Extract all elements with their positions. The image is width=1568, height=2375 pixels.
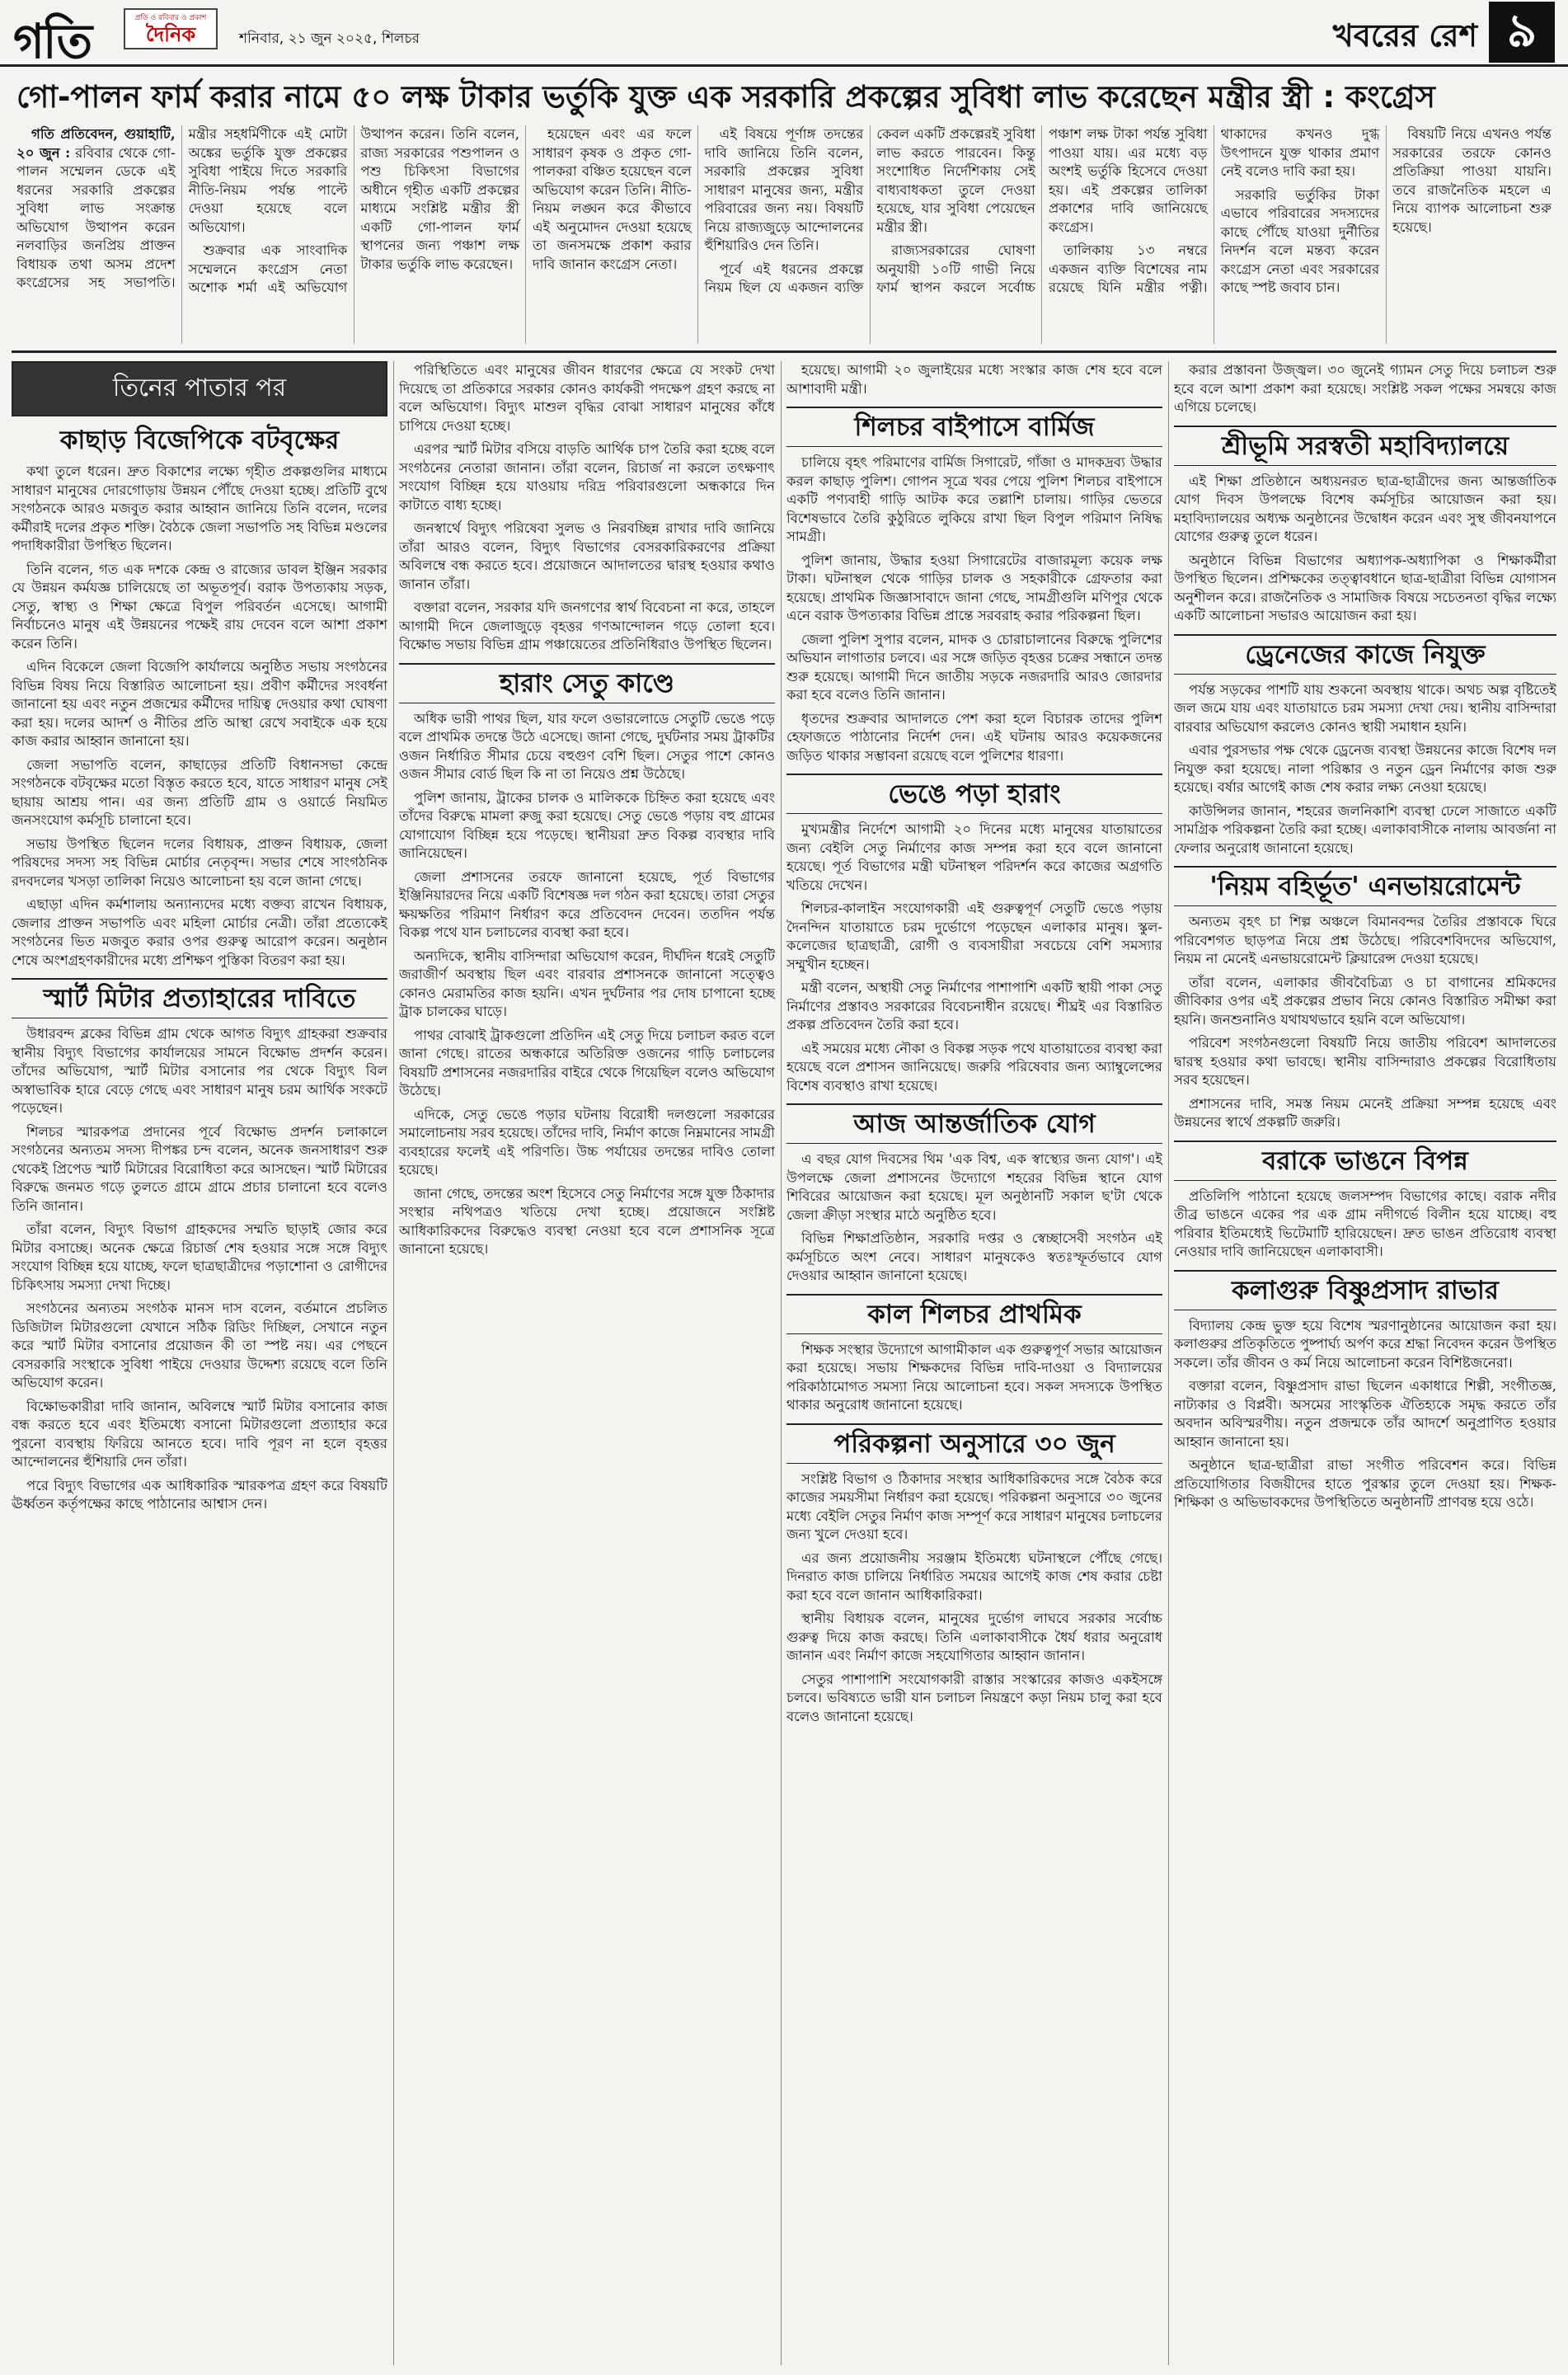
article-headline: শ্রীভূমি সরস্বতী মহাবিদ্যালয়ে (1174, 426, 1556, 466)
article-paragraph: শিক্ষক সংস্থার উদ্যোগে আগামীকাল এক গুরুত্বপূর্ণ সভার আয়োজন করা হয়েছে। সভায় শিক্ষকদের বিভিন্ন দাবি-দাওয়া ও বিদ্যালয়ের পরিকাঠামোগত সমস্যা নিয়ে আলোচনা হবে। সকল সদস্যকে উপস্থিত থাকার অনুরোধ জানানো হয়েছে। (786, 1341, 1162, 1413)
article-paragraph: এদিন বিকেলে জেলা বিজেপি কার্যালয়ে অনুষ্ঠিত সভায় সংগঠনের বিভিন্ন বিষয় নিয়ে বিস্তারিত আলোচনা হয়। প্রবীণ কর্মীদের সংবর্ধনা জানানো হয় এবং নতুন প্রজন্মের কর্মীদের দায়িত্ব দেওয়ার কথা ঘোষণা করা হয়। দলের আদর্শ ও নীতির প্রতি আস্থা রেখে সবাইকে এক হয়ে কাজ করার আহ্বান জানানো হয়। (12, 659, 387, 749)
page-number: ৯ (1489, 2, 1555, 63)
column-rule (393, 361, 394, 2365)
article-paragraph: অন্যতম বৃহৎ চা শিল্প অঞ্চলে বিমানবন্দর তৈরির প্রস্তাবকে ঘিরে পরিবেশগত ছাড়পত্র নিয়ে প্রশ্ন উঠেছে। পরিবেশবিদদের অভিযোগ, নিয়ম না মেনেই এনভায়রোমেন্ট ক্লিয়ারেন্স দেওয়া হয়েছে। (1174, 914, 1556, 966)
article-paragraph: পর্যন্ত সড়কের পাশটি যায় শুকনো অবস্থায় থাকে। অথচ অল্প বৃষ্টিতেই জল জমে যায় এবং যাতায়াতে চরম সমস্যা দেখা দেয়। স্থানীয় বাসিন্দারা বারবার অভিযোগ করলেও কোনও স্থায়ী সমাধান হয়নি। (1174, 681, 1556, 735)
partner-logo-name: দৈনিক (145, 22, 196, 46)
article-paragraph: শিলচর-কালাইন সংযোগকারী এই গুরুত্বপূর্ণ সেতুটি ভেঙে পড়ায় দৈনন্দিন যাতায়াতে চরম দুর্ভোগে পড়েছেন এলাকার মানুষ। স্কুল-কলেজের ছাত্রছাত্রী, রোগী ও ব্যবসায়ীরা সবচেয়ে বেশি সমস্যার সম্মুখীন হচ্ছেন। (786, 901, 1162, 972)
article-paragraph: করার প্রস্তাবনা উজ্জ্বল। ৩০ জুনেই গ্যামন সেতু দিয়ে চলাচল শুরু হবে বলে আশা প্রকাশ করা হয়েছে। সংশ্লিষ্ট সকল পক্ষের সমন্বয়ে কাজ এগিয়ে চলেছে। (1174, 362, 1556, 415)
article-paragraph: এদিকে, সেতু ভেঙে পড়ার ঘটনায় বিরোধী দলগুলো সরকারের সমালোচনায় সরব হয়েছে। তাঁদের দাবি, নির্মাণ কাজে নিম্নমানের সামগ্রী ব্যবহারের ফলেই এই পরিণতি। উচ্চ পর্যায়ের তদন্তের দাবিও তোলা হয়েছে। (399, 1106, 775, 1178)
article-paragraph: কাউন্সিলর জানান, শহরের জলনিকাশি ব্যবস্থা ঢেলে সাজাতে একটি সামগ্রিক পরিকল্পনা তৈরি করা হচ্ছে। এলাকাবাসীকে নালায় আবর্জনা না ফেলার অনুরোধ জানানো হয়েছে। (1174, 802, 1556, 856)
article-paragraph: হয়েছে। আগামী ২০ জুলাইয়ের মধ্যে সংস্কার কাজ শেষ হবে বলে আশাবাদী মন্ত্রী। (786, 362, 1162, 397)
article-paragraph: সংশ্লিষ্ট বিভাগ ও ঠিকাদার সংস্থার আধিকারিকদের সঙ্গে বৈঠক করে কাজের সময়সীমা নির্ধারণ করা হয়েছে। পরিকল্পনা অনুসারে ৩০ জুনের মধ্যে বেইলি সেতুর নির্মাণ কাজ সম্পূর্ণ করে সাধারণ মানুষের চলাচলের জন্য খুলে দেওয়া হবে। (786, 1470, 1162, 1542)
section-divider (12, 350, 1556, 353)
article-paragraph: তিনি বলেন, গত এক দশকে কেন্দ্র ও রাজ্যের ডাবল ইঞ্জিন সরকার যে উন্নয়ন কর্মযজ্ঞ চালিয়েছে তা অভূতপূর্ব। বরাক উপত্যকায় সড়ক, সেতু, স্বাস্থ্য ও শিক্ষা ক্ষেত্রে বিপুল পরিবর্তন এসেছে। আগামী নির্বাচনেও মানুষ এই উন্নয়নের পক্ষেই রায় দেবেন বলে আশা প্রকাশ করেন তিনি। (12, 561, 387, 651)
article-paragraph: স্থানীয় বিধায়ক বলেন, মানুষের দুর্ভোগ লাঘবে সরকার সর্বোচ্চ গুরুত্ব দিয়ে কাজ করছে। তিনি এলাকাবাসীকে ধৈর্য ধরার অনুরোধ জানান এবং নির্মাণ কাজে সহযোগিতার আহ্বান জানান। (786, 1611, 1162, 1663)
article-paragraph: এ বছর যোগ দিবসের থিম 'এক বিশ্ব, এক স্বাস্থ্যের জন্য যোগ'। এই উপলক্ষে জেলা প্রশাসনের উদ্যোগে শহরের বিভিন্ন স্থানে যোগ শিবিরের আয়োজন করা হয়েছে। মূল অনুষ্ঠানটি সকাল ছ'টা থেকে জেলা ক্রীড়া সংস্থার মাঠে অনুষ্ঠিত হবে। (786, 1151, 1162, 1223)
article-paragraph: সেতুর পাশাপাশি সংযোগকারী রাস্তার সংস্কারের কাজও একইসঙ্গে চলবে। ভবিষ্যতে ভারী যান চলাচল নিয়ন্ত্রণে কড়া নিয়ম চালু করা হবে বলেও জানানো হয়েছে। (786, 1671, 1162, 1724)
section-title: খবরের রেশ (1332, 17, 1477, 54)
article-paragraph: বিভিন্ন শিক্ষাপ্রতিষ্ঠান, সরকারি দপ্তর ও স্বেচ্ছাসেবী সংগঠন এই কর্মসূচিতে অংশ নেবে। সাধারণ মানুষকেও স্বতঃস্ফূর্তভাবে যোগ দেওয়ার আহ্বান জানানো হয়েছে। (786, 1230, 1162, 1283)
article-paragraph: তাঁরা বলেন, বিদ্যুৎ বিভাগ গ্রাহকদের সম্মতি ছাড়াই জোর করে মিটার বসাচ্ছে। অনেক ক্ষেত্রে রিচার্জ শেষ হওয়ার সঙ্গে সঙ্গে বিদ্যুৎ সংযোগ বিচ্ছিন্ন হয়ে যাচ্ছে, ফলে ছাত্রছাত্রীদের পড়াশোনা ও রোগীদের চিকিৎসায় সমস্যা দেখা দিচ্ছে। (12, 1221, 387, 1293)
column-rule (781, 361, 782, 2365)
article-headline: কাল শিলচর প্রাথমিক (786, 1294, 1162, 1334)
article-headline: শিলচর বাইপাসে বার্মিজ (786, 407, 1162, 447)
article-paragraph: পরে বিদ্যুৎ বিভাগের এক আধিকারিক স্মারকপত্র গ্রহণ করে বিষয়টি ঊর্ধ্বতন কর্তৃপক্ষের কাছে পাঠানোর আশ্বাস দেন। (12, 1477, 387, 1512)
dateline: শনিবার, ২১ জুন ২০২৫, শিলচর (239, 31, 420, 47)
article-paragraph: এই শিক্ষা প্রতিষ্ঠানে অধ্যয়নরত ছাত্র-ছাত্রীদের জন্য আন্তর্জাতিক যোগ দিবস উপলক্ষে বিশেষ কর্মসূচির আয়োজন করা হয়। মহাবিদ্যালয়ের অধ্যক্ষ অনুষ্ঠানের উদ্বোধন করেন এবং সুস্থ জীবনযাপনে যোগের গুরুত্ব তুলে ধরেন। (1174, 473, 1556, 544)
article-paragraph: অন্যদিকে, স্থানীয় বাসিন্দারা অভিযোগ করেন, দীর্ঘদিন ধরেই সেতুটি জরাজীর্ণ অবস্থায় ছিল এবং বারবার প্রশাসনকে জানানো সত্ত্বেও কোনও মেরামতির কাজ হয়নি। এখন দুর্ঘটনার পর দোষ চাপানো হচ্ছে ট্রাক চালকের ঘাড়ে। (399, 948, 775, 1019)
article-paragraph: জানা গেছে, তদন্তের অংশ হিসেবে সেতু নির্মাণের সঙ্গে যুক্ত ঠিকাদার সংস্থার নথিপত্রও খতিয়ে দেখা হচ্ছে। প্রয়োজনে সংশ্লিষ্ট আধিকারিকদের বিরুদ্ধেও ব্যবস্থা নেওয়া হবে বলে প্রশাসনিক সূত্রে জানানো হয়েছে। (399, 1185, 775, 1257)
lead-paragraph: হয়েছেন এবং এর ফলে সাধারণ কৃষক ও প্রকৃত গো-পালকরা বঞ্চিত হয়েছেন বলে অভিযোগ করেন তিনি। নীতি-নিয়ম লঙ্ঘন করে কীভাবে এই অনুমোদন দেওয়া হয়েছে তা জনসমক্ষে প্রকাশ করার দাবি জানান কংগ্রেস নেতা। (532, 126, 692, 272)
article-paragraph: বক্তারা বলেন, বিষ্ণুপ্রসাদ রাভা ছিলেন একাধারে শিল্পী, সংগীতজ্ঞ, নাট্যকার ও বিপ্লবী। অসমের সাংস্কৃতিক ঐতিহ্যকে সমৃদ্ধ করতে তাঁর অবদান অবিস্মরণীয়। নতুন প্রজন্মকে তাঁর আদর্শে অনুপ্রাণিত হওয়ার আহ্বান জানানো হয়। (1174, 1378, 1556, 1450)
article-paragraph: উধারবন্দ ব্লকের বিভিন্ন গ্রাম থেকে আগত বিদ্যুৎ গ্রাহকরা শুক্রবার স্থানীয় বিদ্যুৎ বিভাগের কার্যালয়ের সামনে বিক্ষোভ প্রদর্শন করেন। তাঁদের অভিযোগ, স্মার্ট মিটার বসানোর পর থেকে বিদ্যুৎ বিল অস্বাভাবিক হারে বেড়ে গেছে এবং সাধারণ মানুষ চরম আর্থিক সংকটে পড়েছেন। (12, 1026, 387, 1116)
article-paragraph: এর জন্য প্রয়োজনীয় সরঞ্জাম ইতিমধ্যে ঘটনাস্থলে পৌঁছে গেছে। দিনরাত কাজ চালিয়ে নির্ধারিত সময়ের আগেই কাজ শেষ করার চেষ্টা করা হবে বলে জানান আধিকারিকরা। (786, 1550, 1162, 1603)
lead-paragraph: রবিবার থেকে গো-পালন সম্মেলন ডেকে এই ধরনের সরকারি প্রকল্পের সুবিধা লাভ সংক্রান্ত অভিযোগ উত্থাপন করেন নলবাড়ির জনপ্রিয় প্রাক্তন বিধায়ক তথা অসম প্রদেশ কংগ্রেসের সহ সভাপতি। মন্ত্রীর সহধর্মিণীকে এই মোটা অঙ্কের ভর্তুকি যুক্ত প্রকল্পের সুবিধা পাইয়ে দিতে সরকারি নীতি-নিয়ম পর্যন্ত পাল্টে দেওয়া হয়েছে বলে অভিযোগ। (16, 126, 348, 290)
lead-headline: গো-পালন ফার্ম করার নামে ৫০ লক্ষ টাকার ভর্তুকি যুক্ত এক সরকারি প্রকল্পের সুবিধা লাভ করেছেন মন্ত্রীর স্ত্রী : কংগ্রেস (16, 79, 1435, 115)
column-4 (1174, 361, 1556, 2365)
lead-paragraph: তালিকায় ১৩ নম্বরে একজন ব্যক্তি বিশেষের নাম রয়েছে যিনি মন্ত্রীর পত্নী। থাকাদের কখনও দুগ্ধ উৎপাদনে যুক্ত থাকার প্রমাণ নেই বলেও দাবি করা হয়। (1048, 126, 1380, 295)
article-paragraph: অনুষ্ঠানে ছাত্র-ছাত্রীরা রাভা সংগীত পরিবেশন করে। বিভিন্ন প্রতিযোগিতার বিজয়ীদের হাতে পুরস্কার তুলে দেওয়া হয়। শিক্ষক-শিক্ষিকা ও অভিভাবকদের উপস্থিতিতে অনুষ্ঠানটি প্রাণবন্ত হয়ে ওঠে। (1174, 1457, 1556, 1510)
article-paragraph: চালিয়ে বৃহৎ পরিমাণের বার্মিজ সিগারেট, গাঁজা ও মাদকদ্রব্য উদ্ধার করল কাছাড় পুলিশ। গোপন সূত্রে খবর পেয়ে পুলিশ শিলচর বাইপাসে একটি পণ্যবাহী গাড়ি আটক করে তল্লাশি চালায়। গাড়ির ভেতরে বিশেষভাবে তৈরি কুঠুরিতে লুকিয়ে রাখা ছিল বিপুল পরিমাণ নিষিদ্ধ সামগ্রী। (786, 454, 1162, 544)
column-1 (12, 361, 387, 2365)
article-paragraph: জেলা সভাপতি বলেন, কাছাড়ের প্রতিটি বিধানসভা কেন্দ্রে সংগঠনকে বটবৃক্ষের মতো বিস্তৃত করতে হবে, যাতে সাধারণ মানুষ সেই ছায়ায় আশ্রয় পান। এর জন্য প্রতিটি গ্রাম ও ওয়ার্ডে নিয়মিত জনসংযোগ কর্মসূচি চালানো হবে। (12, 756, 387, 828)
article-headline: 'নিয়ম বহির্ভূত' এনভায়রোমেন্ট (1174, 866, 1556, 906)
article-paragraph: এছাড়া এদিন কর্মশালায় অন্যান্যদের মধ্যে বক্তব্য রাখেন বিধায়ক, জেলার প্রাক্তন সভাপতি এবং মহিলা মোর্চার নেত্রী। তাঁরা প্রত্যেকেই সংগঠনের ভিত মজবুত করার ওপর গুরুত্ব আরোপ করেন। অনুষ্ঠান শেষে অংশগ্রহণকারীদের মধ্যে প্রশিক্ষণ পুস্তিকা বিতরণ করা হয়। (12, 896, 387, 968)
article-paragraph: পুলিশ জানায়, উদ্ধার হওয়া সিগারেটের বাজারমূল্য কয়েক লক্ষ টাকা। ঘটনাস্থল থেকে গাড়ির চালক ও সহকারীকে গ্রেফতার করা হয়েছে। প্রাথমিক জিজ্ঞাসাবাদে জানা গেছে, সামগ্রীগুলি মণিপুর থেকে এনে বরাক উপত্যকার বিভিন্ন প্রান্তে সরবরাহ করার পরিকল্পনা ছিল। (786, 552, 1162, 623)
article-paragraph: সভায় উপস্থিত ছিলেন দলের বিধায়ক, প্রাক্তন বিধায়ক, জেলা পরিষদের সদস্য সহ বিভিন্ন মোর্চার নেতৃবৃন্দ। সভার শেষে সাংগঠনিক রদবদলের খসড়া তালিকা নিয়েও আলোচনা হয় বলে জানা গেছে। (12, 835, 387, 889)
lead-paragraph: এই বিষয়ে পূর্ণাঙ্গ তদন্তের দাবি জানিয়ে তিনি বলেন, সরকারি প্রকল্পের সুবিধা সাধারণ মানুষের জন্য, মন্ত্রীর পরিবারের জন্য নয়। বিষয়টি নিয়ে রাজ্যজুড়ে আন্দোলনের হুঁশিয়ারিও দেন তিনি। (704, 126, 864, 253)
article-paragraph: অধিক ভারী পাথর ছিল, যার ফলে ওভারলোডে সেতুটি ভেঙে পড়ে বলে প্রাথমিক তদন্তে উঠে এসেছে। জানা গেছে, দুর্ঘটনার সময় ট্রাকটির ওজন নির্ধারিত সীমার চেয়ে বহুগুণ বেশি ছিল। সেতুর পাশে কোনও ওজন সীমার বোর্ড ছিল কি না তা নিয়েও প্রশ্ন উঠেছে। (399, 710, 775, 782)
lead-paragraph: শুক্রবার এক সাংবাদিক সম্মেলনে কংগ্রেস নেতা অশোক শর্মা এই অভিযোগ উত্থাপন করেন। তিনি বলেন, রাজ্য সরকারের পশুপালন ও পশু চিকিৎসা বিভাগের অধীনে গৃহীত একটি প্রকল্পের মাধ্যমে সংশ্লিষ্ট মন্ত্রীর স্ত্রী একটি গো-পালন ফার্ম স্থাপনের জন্য পঞ্চাশ লক্ষ টাকার ভর্তুকি লাভ করেছেন। (188, 126, 519, 295)
article-headline: কাছাড় বিজেপিকে বটবৃক্ষের (59, 426, 340, 455)
article-headline: আজ আন্তর্জাতিক যোগ (786, 1103, 1162, 1144)
article-paragraph: মুখ্যমন্ত্রীর নির্দেশে আগামী ২০ দিনের মধ্যে মানুষের যাতায়াতের জন্য বেইলি সেতু নির্মাণের কাজ সম্পন্ন করা হবে বলে জানানো হয়েছে। পূর্ত বিভাগের মন্ত্রী ঘটনাস্থল পরিদর্শন করে কাজের অগ্রগতি খতিয়ে দেখেন। (786, 821, 1162, 893)
column-3 (786, 361, 1162, 2365)
article-headline: ভেঙে পড়া হারাং (786, 774, 1162, 814)
lead-paragraph: সরকারি ভর্তুকির টাকা এভাবে পরিবারের সদস্যদের কাছে পৌঁছে যাওয়া দুর্নীতির নিদর্শন বলে মন্তব্য করেন কংগ্রেস নেতা এবং সরকারের কাছে স্পষ্ট জবাব চান। (1220, 186, 1380, 295)
article-headline: ড্রেনেজের কাজে নিযুক্ত (1174, 634, 1556, 675)
article-paragraph: প্রতিলিপি পাঠানো হয়েছে জলসম্পদ বিভাগের কাছে। বরাক নদীর তীব্র ভাঙনে একের পর এক গ্রাম নদীগর্ভে বিলীন হয়ে যাচ্ছে। বহু পরিবার ইতিমধ্যেই ভিটেমাটি হারিয়েছেন। দ্রুত ভাঙন প্রতিরোধ ব্যবস্থা নেওয়ার দাবি জানিয়েছেন এলাকাবাসী। (1174, 1188, 1556, 1259)
article-paragraph: মন্ত্রী বলেন, অস্থায়ী সেতু নির্মাণের পাশাপাশি একটি স্থায়ী পাকা সেতু নির্মাণের প্রস্তাবও সরকারের বিবেচনাধীন রয়েছে। শীঘ্রই এর বিস্তারিত প্রকল্প প্রতিবেদন তৈরি করা হবে। (786, 980, 1162, 1032)
article-paragraph: এই সময়ের মধ্যে নৌকা ও বিকল্প সড়ক পথে যাতায়াতের ব্যবস্থা করা হয়েছে বলে প্রশাসন জানিয়েছে। জরুরি পরিষেবার জন্য অ্যাম্বুলেন্সের বিশেষ ব্যবস্থাও রাখা হয়েছে। (786, 1040, 1162, 1093)
partner-logo (124, 8, 218, 49)
article-paragraph: বিদ্যালয় কেন্দ্র ভুক্ত হয়ে বিশেষ স্মরণানুষ্ঠানের আয়োজন করা হয়। কলাগুরুর প্রতিকৃতিতে পুষ্পার্ঘ্য অর্পণ করে শ্রদ্ধা নিবেদন করেন উপস্থিত সকলে। তাঁর জীবন ও কর্ম নিয়ে আলোচনা করেন বিশিষ্টজনেরা। (1174, 1317, 1556, 1371)
article-headline: হারাং সেতু কাণ্ডে (399, 663, 775, 703)
article-paragraph: শিলচর স্মারকপত্র প্রদানের পূর্বে বিক্ষোভ প্রদর্শন চলাকালে সংগঠনের অন্যতম সদস্য দীপঙ্কর চন্দ বলেন, অনেক জনসাধারণ শুরু থেকেই প্রিপেড স্মার্ট মিটারের বিরোধিতা করে আসছেন। স্মার্ট মিটারের বিরুদ্ধে জনমত গড়ে তুলতে গ্রামে গ্রামে প্রচার চালানো হবে বলেও তিনি জানান। (12, 1123, 387, 1214)
article-paragraph: তাঁরা বলেন, এলাকার জীববৈচিত্র্য ও চা বাগানের শ্রমিকদের জীবিকার ওপর এই প্রকল্পের প্রভাব নিয়ে কোনও বিস্তারিত সমীক্ষা করা হয়নি। জনশুনানিও যথাযথভাবে হয়নি বলে অভিযোগ। (1174, 974, 1556, 1028)
lead-byline: গতি প্রতিবেদন, গুয়াহাটি, ২০ জুন : (16, 126, 176, 161)
masthead (0, 0, 1568, 67)
article-paragraph: সংগঠনের অন্যতম সংগঠক মানস দাস বলেন, বর্তমানে প্রচলিত ডিজিটাল মিটারগুলো যেখানে সঠিক রিডিং দিচ্ছিল, সেখানে নতুন করে স্মার্ট মিটার বসানোর প্রয়োজন কী তা স্পষ্ট নয়। এর পেছনে বেসরকারি সংস্থাকে সুবিধা পাইয়ে দেওয়ার উদ্দেশ্য রয়েছে বলে তিনি অভিযোগ করেন। (12, 1300, 387, 1390)
continued-banner: তিনের পাতার পর (12, 361, 387, 416)
lead-story-body (16, 125, 1552, 344)
article-paragraph: বক্তারা বলেন, সরকার যদি জনগণের স্বার্থ বিবেচনা না করে, তাহলে আগামী দিনে জেলাজুড়ে বৃহত্তর গণআন্দোলন গড়ে তোলা হবে। বিক্ষোভ সভায় বিভিন্ন গ্রাম পঞ্চায়েতের প্রতিনিধিরাও উপস্থিত ছিলেন। (399, 600, 775, 652)
article-paragraph: পাথর বোঝাই ট্রাকগুলো প্রতিদিন এই সেতু দিয়ে চলাচল করত বলে জানা গেছে। রাতের অন্ধকারে অতিরিক্ত ওজনের গাড়ি চলাচলের বিষয়টি প্রশাসনের নজরদারির বাইরে থেকে গিয়েছিল বলেও অভিযোগ উঠেছে। (399, 1027, 775, 1098)
article-paragraph: জেলা পুলিশ সুপার বলেন, মাদক ও চোরাচালানের বিরুদ্ধে পুলিশের অভিযান লাগাতার চলবে। এর সঙ্গে জড়িত বৃহত্তর চক্রের সন্ধানে তদন্ত শুরু হয়েছে। আগামী দিনে জাতীয় সড়কে নজরদারি আরও জোরদার করা হবে বলেও তিনি জানান। (786, 631, 1162, 703)
article-paragraph: এরপর স্মার্ট মিটার বসিয়ে বাড়তি আর্থিক চাপ তৈরি করা হচ্ছে বলে সংগঠনের নেতারা জানান। তাঁরা বলেন, রিচার্জ না করলে তৎক্ষণাৎ সংযোগ বিচ্ছিন্ন হয়ে যাওয়ায় দরিদ্র পরিবারগুলো অন্ধকারে দিন কাটাতে বাধ্য হচ্ছে। (399, 441, 775, 513)
article-paragraph: অনুষ্ঠানে বিভিন্ন বিভাগের অধ্যাপক-অধ্যাপিকা ও শিক্ষাকর্মীরা উপস্থিত ছিলেন। প্রশিক্ষকের তত্ত্বাবধানে ছাত্র-ছাত্রীরা বিভিন্ন যোগাসন অনুশীলন করে। রাজনৈতিক ও সামাজিক বিষয়ে সচেতনতা বৃদ্ধির লক্ষ্যে একটি আলোচনা সভারও আয়োজন করা হয়। (1174, 552, 1556, 623)
lead-paragraph: পূর্বে এই ধরনের প্রকল্পে নিয়ম ছিল যে একজন ব্যক্তি কেবল একটি প্রকল্পেরই সুবিধা লাভ করতে পারবেন। কিন্তু সংশোধিত নির্দেশিকায় সেই বাধ্যবাধকতা তুলে দেওয়া হয়েছে, যার সুবিধা পেয়েছেন মন্ত্রীর স্ত্রী। (704, 126, 1035, 295)
article-headline: স্মার্ট মিটার প্রত্যাহারের দাবিতে (12, 978, 387, 1018)
article-paragraph: বিক্ষোভকারীরা দাবি জানান, অবিলম্বে স্মার্ট মিটার বসানোর কাজ বন্ধ করতে হবে এবং ইতিমধ্যে বসানো মিটারগুলো প্রত্যাহার করে পুরনো ব্যবস্থায় ফিরিয়ে আনতে হবে। দাবি পূরণ না হলে বৃহত্তর আন্দোলনের হুঁশিয়ারি দেন তাঁরা। (12, 1398, 387, 1470)
article-paragraph: ধৃতদের শুক্রবার আদালতে পেশ করা হলে বিচারক তাদের পুলিশ হেফাজতে পাঠানোর নির্দেশ দেন। এই ঘটনায় আরও কয়েকজনের জড়িত থাকার সম্ভাবনা রয়েছে বলে পুলিশের ধারণা। (786, 710, 1162, 764)
article-paragraph: এবার পুরসভার পক্ষ থেকে ড্রেনেজ ব্যবস্থা উন্নয়নের কাজে বিশেষ দল নিযুক্ত করা হয়েছে। নালা পরিষ্কার ও নতুন ড্রেন নির্মাণের কাজ শুরু হয়েছে। বর্ষার আগেই কাজ শেষ করার লক্ষ্য নেওয়া হয়েছে। (1174, 742, 1556, 795)
article-headline: কলাগুরু বিষ্ণুপ্রসাদ রাভার (1174, 1270, 1556, 1310)
column-rule (1168, 361, 1169, 2365)
article-headline: বরাকে ভাঙনে বিপন্ন (1174, 1140, 1556, 1181)
article-paragraph: জনস্বার্থে বিদ্যুৎ পরিষেবা সুলভ ও নিরবচ্ছিন্ন রাখার দাবি জানিয়ে তাঁরা আরও বলেন, বিদ্যুৎ বিভাগের বেসরকারিকরণের প্রক্রিয়া অবিলম্বে বন্ধ করতে হবে। প্রয়োজনে আদালতের দ্বারস্থ হওয়ার কথাও জানান তাঁরা। (399, 520, 775, 592)
article-paragraph: প্রশাসনের দাবি, সমস্ত নিয়ম মেনেই প্রক্রিয়া সম্পন্ন হয়েছে এবং উন্নয়নের স্বার্থে প্রকল্পটি জরুরি। (1174, 1095, 1556, 1130)
article-paragraph: কথা তুলে ধরেন। দ্রুত বিকাশের লক্ষ্যে গৃহীত প্রকল্পগুলির মাধ্যমে সাধারণ মানুষের দোরগোড়ায় উন্নয়ন পৌঁছে দেওয়া হচ্ছে। প্রতিটি বুথে সংগঠনকে আরও মজবুত করার আহ্বান জানিয়ে তিনি বলেন, দলের কর্মীরাই দলের প্রকৃত শক্তি। বৈঠকে জেলা সভাপতি সহ বিভিন্ন মণ্ডলের পদাধিকারীরা উপস্থিত ছিলেন। (12, 463, 387, 553)
lead-paragraph: বিষয়টি নিয়ে এখনও পর্যন্ত সরকারের তরফে কোনও প্রতিক্রিয়া পাওয়া যায়নি। তবে রাজনৈতিক মহলে এ নিয়ে ব্যাপক আলোচনা শুরু হয়েছে। (1392, 126, 1552, 235)
article-paragraph: জেলা প্রশাসনের তরফে জানানো হয়েছে, পূর্ত বিভাগের ইঞ্জিনিয়ারদের নিয়ে একটি বিশেষজ্ঞ দল গঠন করা হয়েছে। তারা সেতুর ক্ষয়ক্ষতির পরিমাণ নির্ধারণ করে প্রতিবেদন দেবেন। ততদিন পর্যন্ত বিকল্প পথে যান চলাচলের ব্যবস্থা করা হবে। (399, 868, 775, 940)
newspaper-logo: গতি (13, 13, 92, 69)
article-paragraph: পুলিশ জানায়, ট্রাকের চালক ও মালিককে চিহ্নিত করা হয়েছে এবং তাঁদের বিরুদ্ধে মামলা রুজু করা হয়েছে। সেতু ভেঙে পড়ায় বহু গ্রামের যোগাযোগ বিচ্ছিন্ন হয়ে পড়েছে। স্থানীয়রা দ্রুত বিকল্প ব্যবস্থার দাবি জানিয়েছেন। (399, 789, 775, 861)
column-2 (399, 361, 775, 2365)
article-paragraph: পরিবেশ সংগঠনগুলো বিষয়টি নিয়ে জাতীয় পরিবেশ আদালতের দ্বারস্থ হওয়ার কথা ভাবছে। স্থানীয় বাসিন্দারাও প্রকল্পের বিরোধিতায় সরব হয়েছেন। (1174, 1035, 1556, 1088)
partner-logo-tagline: প্রতি ও রবিবার ও প্রকাশ (134, 14, 207, 22)
lead-paragraph: রাজ্যসরকারের ঘোষণা অনুযায়ী ১০টি গাভী নিয়ে ফার্ম স্থাপন করলে সর্বোচ্চ পঞ্চাশ লক্ষ টাকা পর্যন্ত সুবিধা পাওয়া যায়। এর মধ্যে বড় অংশই ভর্তুকি হিসেবে দেওয়া হয়। এই প্রকল্পের তালিকা প্রকাশের দাবি জানিয়েছে কংগ্রেস। (876, 126, 1208, 295)
article-paragraph: পরিস্থিতিতে এবং মানুষের জীবন ধারণের ক্ষেত্রে যে সংকট দেখা দিয়েছে তা প্রতিকারে সরকার কোনও কার্যকরী পদক্ষেপ গ্রহণ করছে না বলে অভিযোগ। বিদ্যুৎ মাশুল বৃদ্ধির বোঝা সাধারণ মানুষের কাঁধে চাপিয়ে দেওয়া হচ্ছে। (399, 362, 775, 434)
article-headline: পরিকল্পনা অনুসারে ৩০ জুন (786, 1423, 1162, 1464)
